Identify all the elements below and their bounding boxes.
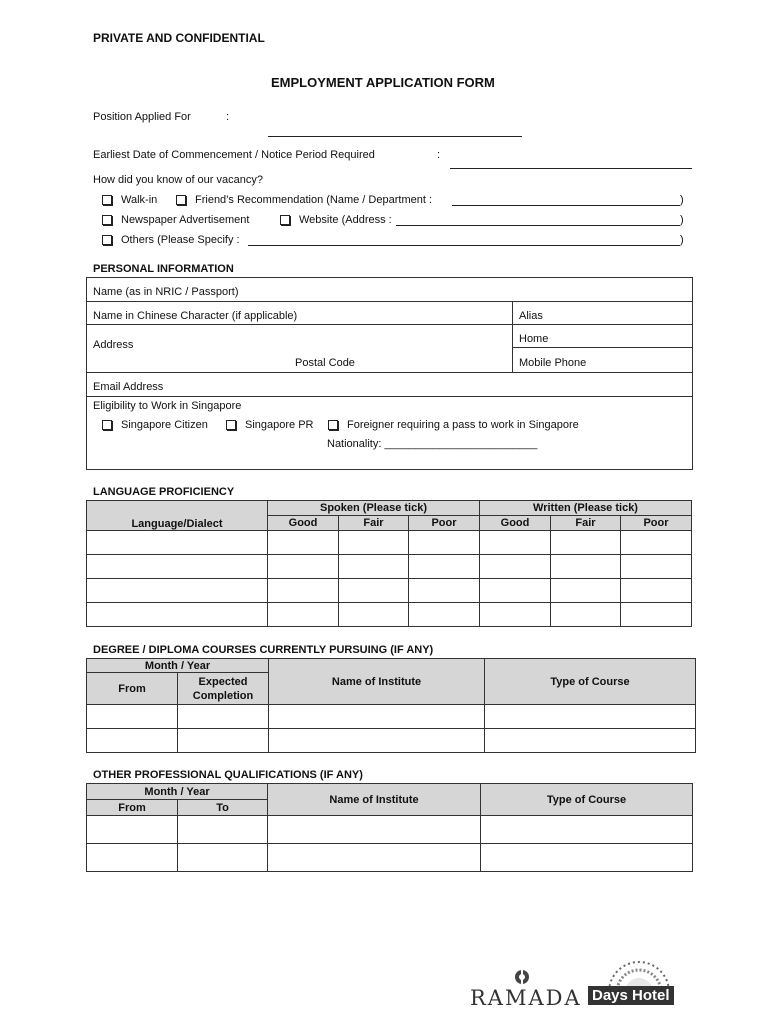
newspaper-label: Newspaper Advertisement — [121, 214, 250, 226]
commencement-input-line[interactable] — [450, 168, 692, 169]
table-cell[interactable] — [480, 555, 551, 579]
spoken-good-header: Good — [268, 516, 339, 531]
commencement-label: Earliest Date of Commencement / Notice Period Required — [93, 149, 375, 161]
address-field-label: Address — [93, 339, 134, 351]
table-cell[interactable] — [621, 555, 692, 579]
table-cell[interactable] — [621, 579, 692, 603]
friend-option[interactable] — [176, 194, 432, 206]
table-row — [87, 531, 692, 555]
degree-heading: DEGREE / DIPLOMA COURSES CURRENTLY PURSUING (IF ANY) — [93, 644, 434, 656]
vacancy-question: How did you know of our vacancy? — [93, 174, 263, 186]
table-cell[interactable] — [485, 729, 696, 753]
table-cell[interactable] — [268, 555, 339, 579]
table-cell[interactable] — [621, 531, 692, 555]
pr-option[interactable] — [226, 419, 314, 431]
table-cell[interactable] — [409, 579, 480, 603]
table-cell[interactable] — [87, 816, 178, 844]
table-cell[interactable] — [481, 844, 693, 872]
table-cell[interactable] — [551, 579, 621, 603]
table-row — [87, 729, 696, 753]
ramada-wordmark: RAMADA — [470, 986, 582, 1010]
table-cell[interactable] — [178, 844, 268, 872]
table-cell[interactable] — [87, 603, 268, 627]
language-col-header: Language/Dialect — [87, 501, 268, 531]
table-row — [87, 603, 692, 627]
citizen-label: Singapore Citizen — [121, 419, 208, 431]
others-label: Others (Please Specify : — [121, 234, 240, 246]
citizen-option[interactable] — [102, 419, 208, 431]
table-cell[interactable] — [87, 729, 178, 753]
position-colon: : — [226, 111, 230, 123]
table-row — [87, 705, 696, 729]
table-row — [87, 844, 693, 872]
confidential-label: PRIVATE AND CONFIDENTIAL — [93, 31, 265, 45]
table-cell[interactable] — [480, 579, 551, 603]
degree-table — [86, 658, 696, 753]
qualifications-heading: OTHER PROFESSIONAL QUALIFICATIONS (IF ANY) — [93, 769, 363, 781]
foreigner-checkbox[interactable] — [328, 420, 338, 430]
table-cell[interactable] — [178, 729, 269, 753]
others-option[interactable] — [102, 234, 240, 246]
table-cell[interactable] — [551, 603, 621, 627]
position-label: Position Applied For — [93, 111, 191, 123]
table-row — [87, 555, 692, 579]
pr-label: Singapore PR — [245, 419, 314, 431]
spoken-header: Spoken (Please tick) — [268, 501, 480, 516]
friend-close-paren: ) — [680, 194, 684, 206]
table-cell[interactable] — [268, 579, 339, 603]
qual-month-year-header: Month / Year — [87, 784, 268, 800]
table-cell[interactable] — [485, 705, 696, 729]
nationality-field[interactable]: Nationality: _________________________ — [327, 438, 538, 450]
table-cell[interactable] — [87, 555, 268, 579]
position-input-line[interactable] — [268, 136, 522, 137]
spoken-poor-header: Poor — [409, 516, 480, 531]
website-option[interactable] — [280, 214, 392, 226]
commencement-colon: : — [437, 149, 441, 161]
qual-to-header: To — [178, 800, 268, 816]
table-cell[interactable] — [480, 603, 551, 627]
newspaper-checkbox[interactable] — [102, 215, 112, 225]
table-cell[interactable] — [268, 816, 481, 844]
table-cell[interactable] — [339, 531, 409, 555]
table-row — [87, 816, 693, 844]
walkin-option[interactable] — [102, 194, 157, 206]
pr-checkbox[interactable] — [226, 420, 236, 430]
form-title: EMPLOYMENT APPLICATION FORM — [271, 75, 495, 90]
table-cell[interactable] — [339, 555, 409, 579]
alias-field-label: Alias — [519, 310, 543, 322]
website-input-line[interactable] — [396, 225, 680, 226]
table-cell[interactable] — [551, 531, 621, 555]
expected-label: Expected — [198, 675, 248, 688]
degree-expected-header — [178, 673, 269, 705]
table-cell[interactable] — [87, 844, 178, 872]
qualifications-table — [86, 783, 693, 872]
chinese-name-field-label: Name in Chinese Character (if applicable) — [93, 310, 298, 322]
language-heading: LANGUAGE PROFICIENCY — [93, 486, 235, 498]
degree-course-header: Type of Course — [485, 659, 696, 705]
newspaper-option[interactable] — [102, 214, 249, 226]
dayshotel-logo — [587, 958, 692, 1004]
table-cell[interactable] — [409, 603, 480, 627]
table-cell[interactable] — [87, 579, 268, 603]
table-cell[interactable] — [481, 816, 693, 844]
qual-from-header: From — [87, 800, 178, 816]
personal-heading: PERSONAL INFORMATION — [93, 263, 234, 275]
written-poor-header: Poor — [621, 516, 692, 531]
written-fair-header: Fair — [551, 516, 621, 531]
qual-institute-header: Name of Institute — [268, 784, 481, 816]
friend-input-line[interactable] — [452, 205, 680, 206]
table-cell[interactable] — [480, 531, 551, 555]
table-cell[interactable] — [339, 603, 409, 627]
ramada-logo — [470, 966, 580, 1011]
postal-code-label: Postal Code — [295, 357, 355, 369]
table-cell[interactable] — [339, 579, 409, 603]
friend-checkbox[interactable] — [176, 195, 186, 205]
qual-course-header: Type of Course — [481, 784, 693, 816]
table-cell[interactable] — [178, 705, 269, 729]
table-cell[interactable] — [621, 603, 692, 627]
table-cell[interactable] — [269, 705, 485, 729]
completion-label: Completion — [192, 689, 254, 702]
table-cell[interactable] — [178, 816, 268, 844]
degree-institute-header: Name of Institute — [269, 659, 485, 705]
website-checkbox[interactable] — [280, 215, 290, 225]
friend-label: Friend’s Recommendation (Name / Department : — [195, 194, 433, 206]
spoken-fair-header: Fair — [339, 516, 409, 531]
table-cell[interactable] — [87, 531, 268, 555]
table-cell[interactable] — [269, 729, 485, 753]
home-phone-label: Home — [519, 333, 549, 345]
website-close-paren: ) — [680, 214, 684, 226]
table-cell[interactable] — [87, 705, 178, 729]
written-header: Written (Please tick) — [480, 501, 692, 516]
mobile-phone-label: Mobile Phone — [519, 357, 587, 369]
others-input-line[interactable] — [248, 245, 680, 246]
email-field-label: Email Address — [93, 381, 164, 393]
table-row — [87, 579, 692, 603]
citizen-checkbox[interactable] — [102, 420, 112, 430]
walkin-label: Walk-in — [121, 194, 158, 206]
walkin-checkbox[interactable] — [102, 195, 112, 205]
table-cell[interactable] — [268, 531, 339, 555]
degree-month-year-header: Month / Year — [87, 659, 269, 673]
table-cell[interactable] — [409, 555, 480, 579]
dayshotel-wordmark: Days Hotel — [588, 986, 674, 1005]
name-field-label: Name (as in NRIC / Passport) — [93, 286, 239, 298]
others-checkbox[interactable] — [102, 235, 112, 245]
table-cell[interactable] — [268, 603, 339, 627]
table-cell[interactable] — [551, 555, 621, 579]
table-cell[interactable] — [409, 531, 480, 555]
foreigner-option[interactable] — [328, 419, 579, 431]
others-close-paren: ) — [680, 234, 684, 246]
foreigner-label: Foreigner requiring a pass to work in Singapore — [347, 419, 579, 431]
degree-from-header: From — [87, 673, 178, 705]
eligibility-label: Eligibility to Work in Singapore — [93, 400, 242, 412]
website-label: Website (Address : — [299, 214, 392, 226]
table-cell[interactable] — [268, 844, 481, 872]
written-good-header: Good — [480, 516, 551, 531]
language-table — [86, 500, 692, 627]
